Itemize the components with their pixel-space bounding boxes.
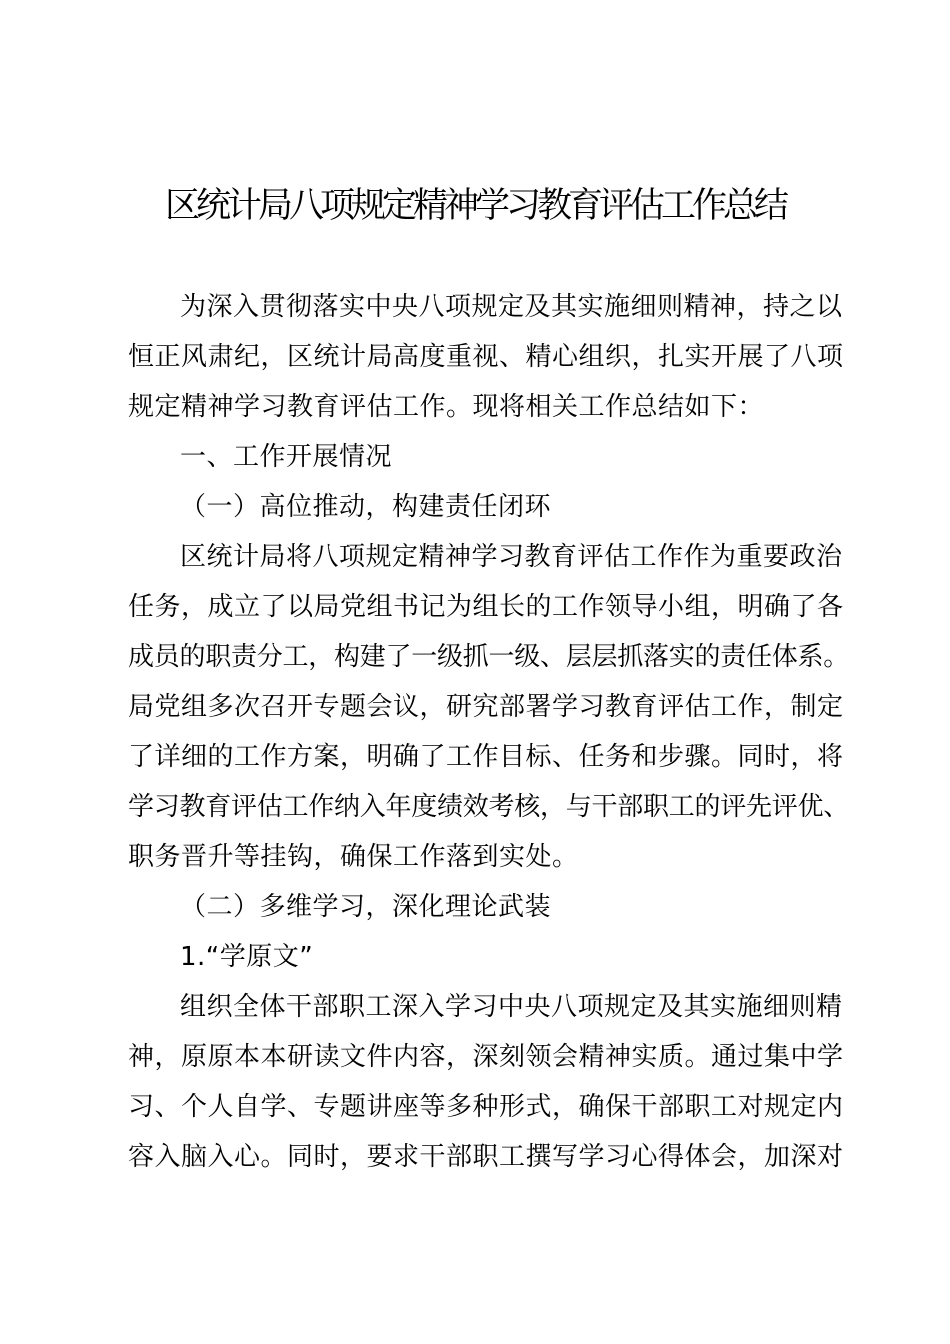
paragraph-line: 职务晋升等挂钩，确保工作落到实处。 [128, 842, 579, 872]
document-title: 区统计局八项规定精神学习教育评估工作总结 [164, 186, 785, 226]
subsection-heading: （二）多维学习，深化理论武装 [180, 892, 552, 922]
item-heading: 1.“学原文” [180, 942, 314, 972]
paragraph-line: 恒正风肃纪，区统计局高度重视、精心组织，扎实开展了八项 [128, 342, 844, 372]
paragraph-line: 组织全体干部职工深入学习中央八项规定及其实施细则精 [180, 992, 843, 1022]
paragraph-line: 规定精神学习教育评估工作。现将相关工作总结如下： [128, 392, 765, 422]
document-body [128, 282, 850, 1182]
paragraph-line: 区统计局将八项规定精神学习教育评估工作作为重要政治 [180, 542, 843, 572]
paragraph-line: 容入脑入心。同时，要求干部职工撰写学习心得体会，加深对 [128, 1142, 844, 1172]
paragraph-line: 任务，成立了以局党组书记为组长的工作领导小组，明确了各 [128, 592, 844, 622]
paragraph-line: 成员的职责分工，构建了一级抓一级、层层抓落实的责任体系。 [128, 642, 850, 672]
section-heading: 一、工作开展情况 [180, 442, 393, 472]
paragraph-line: 学习教育评估工作纳入年度绩效考核，与干部职工的评先评优、 [128, 792, 850, 822]
paragraph-line: 习、个人自学、专题讲座等多种形式，确保干部职工对规定内 [128, 1092, 844, 1122]
subsection-heading: （一）高位推动，构建责任闭环 [180, 492, 552, 522]
paragraph-line: 神，原原本本研读文件内容，深刻领会精神实质。通过集中学 [128, 1042, 844, 1072]
paragraph-line: 了详细的工作方案，明确了工作目标、任务和步骤。同时，将 [128, 742, 844, 772]
paragraph-line: 局党组多次召开专题会议，研究部署学习教育评估工作，制定 [128, 692, 844, 722]
paragraph-line: 为深入贯彻落实中央八项规定及其实施细则精神，持之以 [180, 292, 843, 322]
